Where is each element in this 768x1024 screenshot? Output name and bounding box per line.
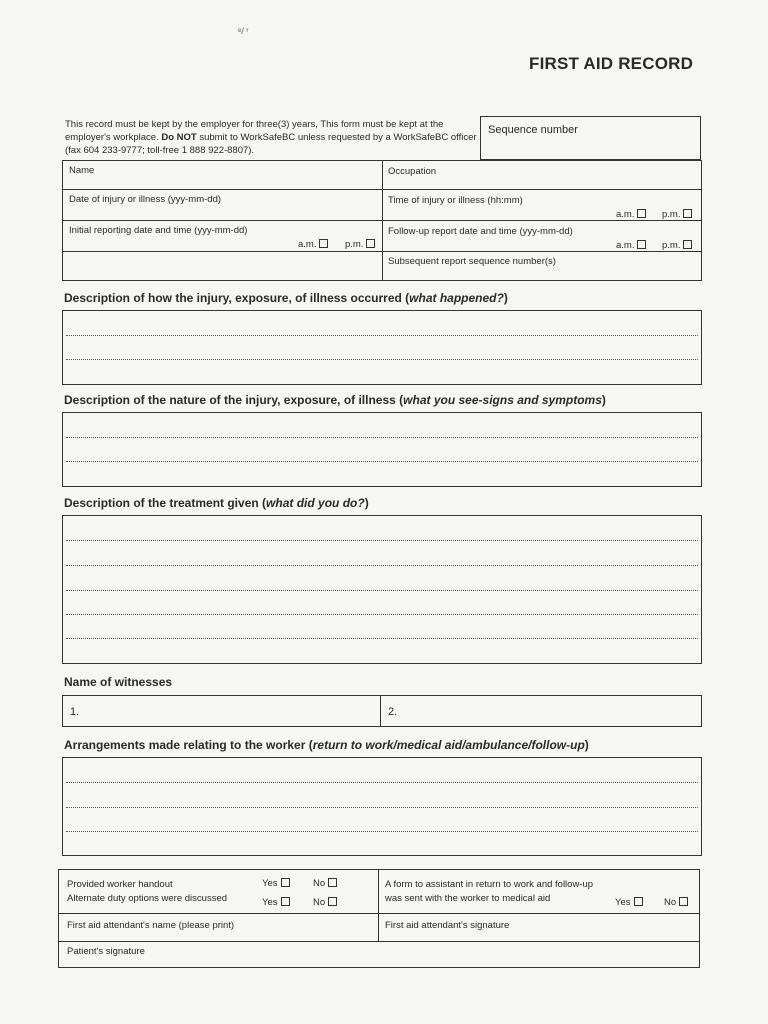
witness-1-label: 1. [70,706,80,718]
witness-2-input[interactable] [381,696,701,726]
worker-handout-label: Provided worker handout [67,879,173,890]
time-am-option[interactable] [616,209,646,220]
am-checkbox[interactable] [637,240,646,249]
writing-line [66,437,698,438]
section-heading-arrangements [64,738,589,752]
handwritten-mark: ᵉ/ ʳ [238,26,249,36]
alt-duty-yes-option[interactable] [262,897,290,908]
heading-close: ) [601,393,606,407]
date-of-injury-label: Date of injury or illness (yyy-mm-dd) [69,194,222,205]
writing-line [66,807,698,808]
heading-emphasis: what happened? [409,291,504,305]
writing-line [66,335,698,336]
rtw-yes-option[interactable] [615,897,643,908]
heading-emphasis: what you see-signs and symptoms [403,393,602,407]
table-row-line [62,189,702,190]
writing-line [66,614,698,615]
initial-pm-option[interactable] [345,239,375,250]
sequence-number-label: Sequence number [488,124,578,136]
attendant-name-input[interactable] [59,914,377,940]
notice-text-start: This record must be kept by the employer for three(3) years, This form must be kept at the employer's workplace. [65,119,444,143]
name-input[interactable] [63,161,381,188]
initial-am-option[interactable] [298,239,328,250]
section-heading-treatment [64,496,369,510]
what-happened-field[interactable] [62,310,702,385]
section-heading-witnesses: Name of witnesses [64,675,173,689]
time-pm-option[interactable] [662,209,692,220]
signs-symptoms-field[interactable] [62,412,702,487]
witness-2-label: 2. [388,706,398,718]
writing-line [66,638,698,639]
rtw-no-option[interactable] [664,897,688,908]
heading-text: Description of the treatment given ( [64,496,267,510]
no-checkbox[interactable] [328,897,337,906]
pm-label: p.m. [662,209,681,220]
patient-signature-input[interactable] [59,942,699,967]
followup-am-option[interactable] [616,240,646,251]
alt-duty-no-option[interactable] [313,897,337,908]
sequence-number-field[interactable] [480,116,701,160]
notice-text-end: submit to WorkSafeBC unless requested by a WorkSafeBC officer (fax 604 233-9777; toll-free 1 888 922-8807). [65,132,477,156]
no-checkbox[interactable] [328,878,337,887]
writing-line [66,782,698,783]
time-of-injury-label: Time of injury or illness (hh:mm) [388,195,523,206]
followup-report-label: Follow-up report date and time (yyy-mm-dd) [388,226,573,237]
am-label: a.m. [616,209,635,220]
am-checkbox[interactable] [319,239,328,248]
rtw-form-label-line1: A form to assistant in return to work and follow-up [385,879,594,890]
section-heading-what-happened [64,291,508,305]
section-heading-signs-symptoms [64,393,606,407]
no-label: No [664,897,677,908]
no-label: No [313,897,326,908]
heading-close: ) [364,496,369,510]
retention-notice [65,118,485,157]
heading-text: Description of the nature of the injury, exposure, of illness ( [64,393,404,407]
rtw-form-label-line2: was sent with the worker to medical aid [385,893,551,904]
attendant-name-label: First aid attendant's name (please print) [67,920,235,931]
pm-checkbox[interactable] [683,209,692,218]
yes-label: Yes [262,878,278,889]
witness-1-input[interactable] [63,696,379,726]
name-field-label: Name [69,165,95,176]
writing-line [66,359,698,360]
pm-label: p.m. [662,240,681,251]
handout-no-option[interactable] [313,878,337,889]
patient-signature-label: Patient's signature [67,946,145,957]
handout-yes-option[interactable] [262,878,290,889]
occupation-input[interactable] [383,161,701,188]
yes-checkbox[interactable] [281,878,290,887]
heading-emphasis: return to work/medical aid/ambulance/follow-up [312,738,585,752]
pm-checkbox[interactable] [683,240,692,249]
heading-text: Description of how the injury, exposure, of illness occurred ( [64,291,410,305]
writing-line [66,540,698,541]
table-row-line [62,251,702,252]
yes-label: Yes [262,897,278,908]
heading-close: ) [584,738,589,752]
writing-line [66,831,698,832]
heading-close: ) [503,291,508,305]
pm-checkbox[interactable] [366,239,375,248]
writing-line [66,461,698,462]
heading-text: Arrangements made relating to the worker ( [64,738,313,752]
writing-line [66,565,698,566]
alternate-duty-label: Alternate duty options were discussed [67,893,228,904]
attendant-signature-label: First aid attendant's signature [385,920,510,931]
yes-checkbox[interactable] [634,897,643,906]
am-label: a.m. [616,240,635,251]
am-checkbox[interactable] [637,209,646,218]
initial-report-label: Initial reporting date and time (yyy-mm-dd) [69,225,248,236]
yes-checkbox[interactable] [281,897,290,906]
pm-label: p.m. [345,239,364,250]
writing-line [66,590,698,591]
followup-pm-option[interactable] [662,240,692,251]
yes-label: Yes [615,897,631,908]
table-row-line [62,220,702,221]
page-title: FIRST AID RECORD [529,54,694,73]
subsequent-report-label: Subsequent report sequence number(s) [388,256,556,267]
attendant-signature-input[interactable] [379,914,699,940]
no-checkbox[interactable] [679,897,688,906]
am-label: a.m. [298,239,317,250]
occupation-field-label: Occupation [388,166,437,177]
no-label: No [313,878,326,889]
notice-text-bold: Do NOT [161,132,197,143]
heading-emphasis: what did you do? [266,496,365,510]
